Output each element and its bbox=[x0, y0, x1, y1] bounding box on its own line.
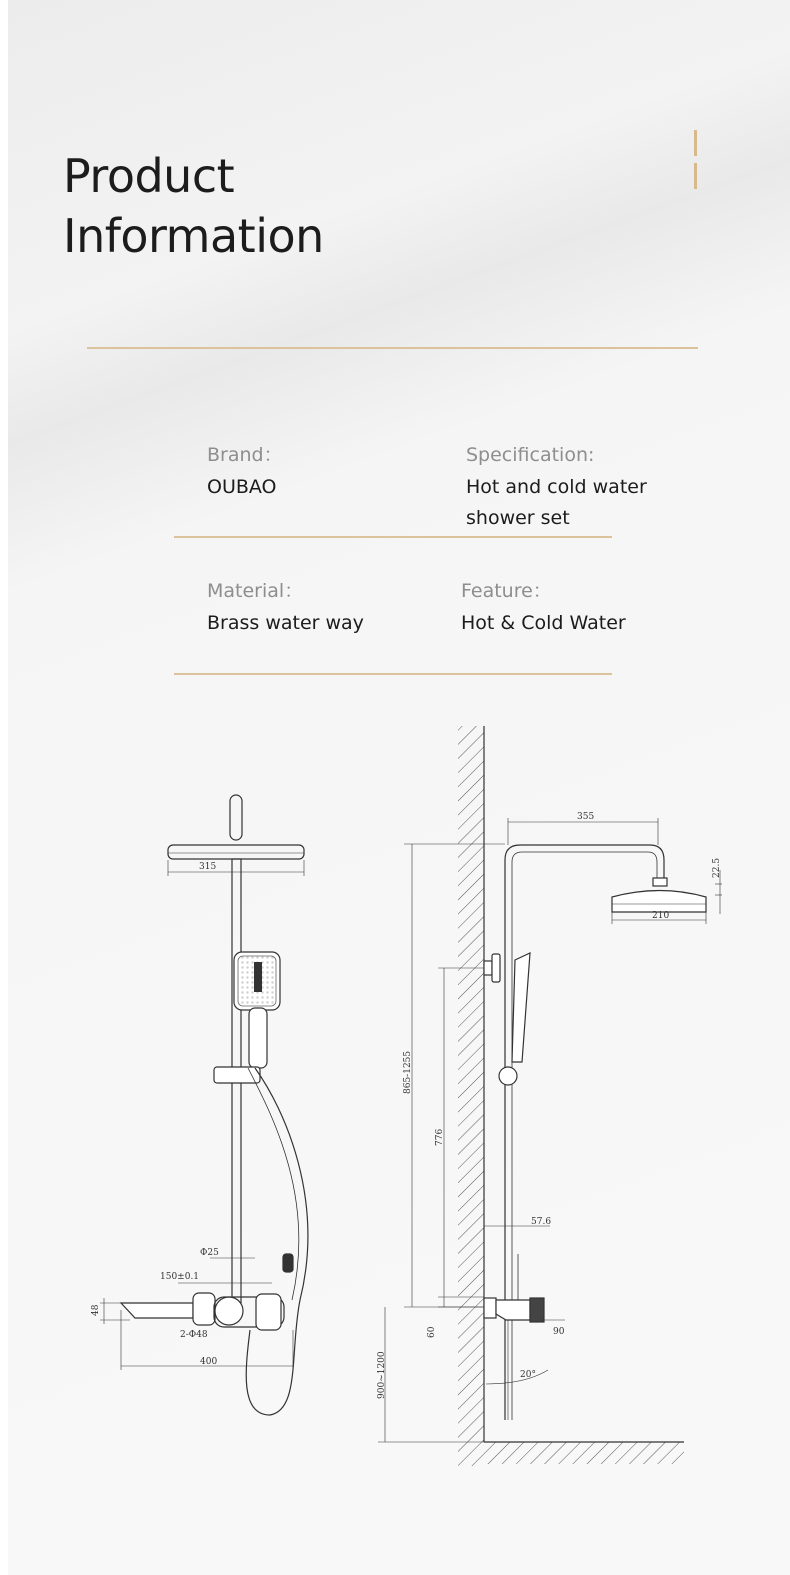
accent-bar-top bbox=[694, 130, 697, 156]
specification-value-line-1: Hot and cold water bbox=[466, 476, 647, 498]
front-slide-bracket bbox=[214, 1067, 260, 1083]
header-divider bbox=[87, 347, 698, 349]
front-view bbox=[121, 795, 308, 1415]
side-head-width: 210 bbox=[652, 911, 670, 921]
side-offset: 57.6 bbox=[531, 1217, 552, 1227]
technical-drawing bbox=[0, 700, 790, 1480]
front-riser-pipe bbox=[232, 859, 241, 1309]
brand-value: OUBAO bbox=[207, 476, 277, 498]
side-angle: 20° bbox=[520, 1370, 536, 1380]
front-head-width: 315 bbox=[199, 862, 217, 872]
front-handshower-handle bbox=[249, 1008, 267, 1068]
side-total-height: 865-1255 bbox=[403, 1050, 413, 1094]
brand-label: Brand： bbox=[207, 444, 283, 466]
material-label: Material： bbox=[207, 580, 304, 602]
side-slide-bracket bbox=[499, 1067, 517, 1085]
side-handshower bbox=[512, 953, 530, 1062]
side-inlet-depth: 60 bbox=[427, 1326, 437, 1338]
front-body-width: 400 bbox=[200, 1357, 218, 1367]
side-knob bbox=[530, 1298, 544, 1322]
side-wall bbox=[458, 726, 684, 1466]
side-arm-length: 355 bbox=[577, 812, 595, 822]
front-height: 48 bbox=[91, 1304, 101, 1316]
front-top-pipe bbox=[230, 795, 242, 840]
feature-label: Feature： bbox=[461, 580, 552, 602]
front-rain-head bbox=[168, 845, 304, 859]
side-riser-arm bbox=[505, 845, 664, 1420]
title-line-2: Information bbox=[63, 209, 324, 263]
front-thermostat-knob bbox=[215, 1297, 243, 1325]
feature-value: Hot & Cold Water bbox=[461, 612, 626, 634]
material-value: Brass water way bbox=[207, 612, 364, 634]
page-title bbox=[63, 146, 324, 266]
side-wall-bracket bbox=[484, 961, 492, 975]
front-hose-outlet bbox=[283, 1254, 293, 1272]
title-line-1: Product bbox=[63, 149, 235, 203]
spec-divider-1 bbox=[174, 536, 612, 538]
side-mixer-body bbox=[496, 1300, 530, 1320]
accent-bar-bottom bbox=[694, 163, 697, 189]
front-spout bbox=[121, 1303, 193, 1318]
side-inlet bbox=[484, 1298, 496, 1318]
side-floor-height: 900~1200 bbox=[377, 1351, 387, 1399]
side-rain-head bbox=[612, 891, 706, 913]
front-inlet-diameter: 2-Φ48 bbox=[180, 1330, 208, 1340]
side-head-thickness: 22.5 bbox=[712, 857, 722, 878]
specification-value-line-2: shower set bbox=[466, 507, 570, 529]
front-inlet-spacing: 150±0.1 bbox=[160, 1272, 200, 1282]
front-diverter-knob bbox=[256, 1294, 281, 1330]
specification-label: Specification: bbox=[466, 444, 595, 466]
side-view bbox=[484, 845, 706, 1420]
side-handle-length: 90 bbox=[553, 1327, 565, 1337]
spec-divider-2 bbox=[174, 673, 612, 675]
side-bracket-height: 776 bbox=[435, 1128, 445, 1146]
front-pipe-diameter: Φ25 bbox=[200, 1248, 219, 1258]
